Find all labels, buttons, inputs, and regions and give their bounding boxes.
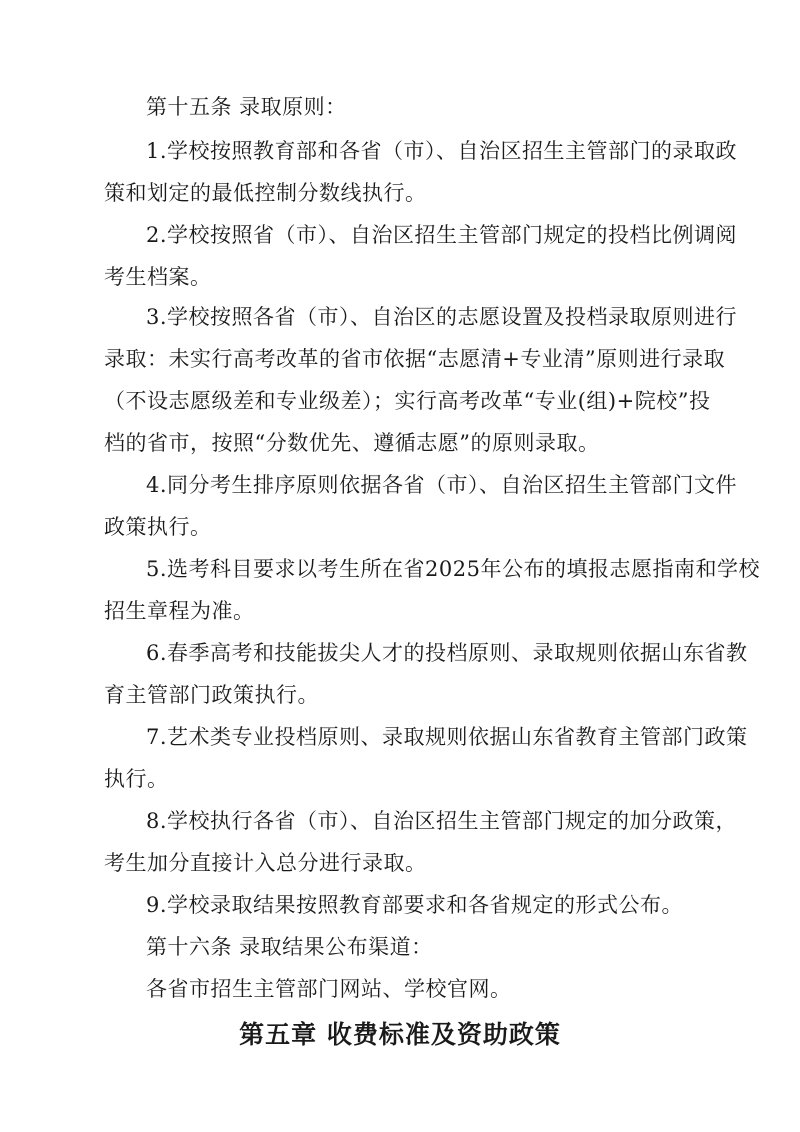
item-4-line-2: 政策执行。 (104, 515, 212, 539)
chapter-title: 第五章 收费标准及资助政策 (239, 1020, 561, 1049)
item-6-line-2: 育主管部门政策执行。 (104, 683, 319, 707)
item-3-line-1: 3.学校按照各省（市）、自治区的志愿设置及投档录取原则进行 (146, 305, 738, 329)
item-3-line-2: 录取：未实行高考改革的省市依据“志愿清+专业清”原则进行录取 (104, 347, 726, 371)
item-2-line-1: 2.学校按照省（市）、自治区招生主管部门规定的投档比例调阅 (146, 223, 738, 247)
item-1-line-2: 策和划定的最低控制分数线执行。 (104, 181, 427, 205)
article-16-text: 各省市招生主管部门网站、学校官网。 (146, 977, 512, 1001)
item-4-line-1: 4.同分考生排序原则依据各省（市）、自治区招生主管部门文件 (146, 473, 738, 497)
item-9-line-1: 9.学校录取结果按照教育部要求和各省规定的形式公布。 (146, 893, 684, 917)
item-3-line-3: （不设志愿级差和专业级差）；实行高考改革“专业(组)+院校”投 (104, 389, 711, 413)
item-8-line-2: 考生加分直接计入总分进行录取。 (104, 851, 427, 875)
item-2-line-2: 考生档案。 (104, 265, 212, 289)
item-7-line-2: 执行。 (104, 767, 169, 791)
article-16-heading: 第十六条 录取结果公布渠道： (146, 935, 433, 959)
item-3-line-4: 档的省市，按照“分数优先、遵循志愿”的原则录取。 (104, 431, 600, 455)
item-5-line-2: 招生章程为准。 (104, 599, 255, 623)
item-8-line-1: 8.学校执行各省（市）、自治区招生主管部门规定的加分政策， (146, 809, 738, 833)
item-6-line-1: 6.春季高考和技能拔尖人才的投档原则、录取规则依据山东省教 (146, 641, 748, 665)
article-15-heading: 第十五条 录取原则： (146, 95, 347, 119)
item-7-line-1: 7.艺术类专业投档原则、录取规则依据山东省教育主管部门政策 (146, 725, 748, 749)
item-1-line-1: 1.学校按照教育部和各省（市）、自治区招生主管部门的录取政 (146, 139, 738, 163)
item-5-line-1: 5.选考科目要求以考生所在省2025年公布的填报志愿指南和学校 (146, 557, 760, 581)
